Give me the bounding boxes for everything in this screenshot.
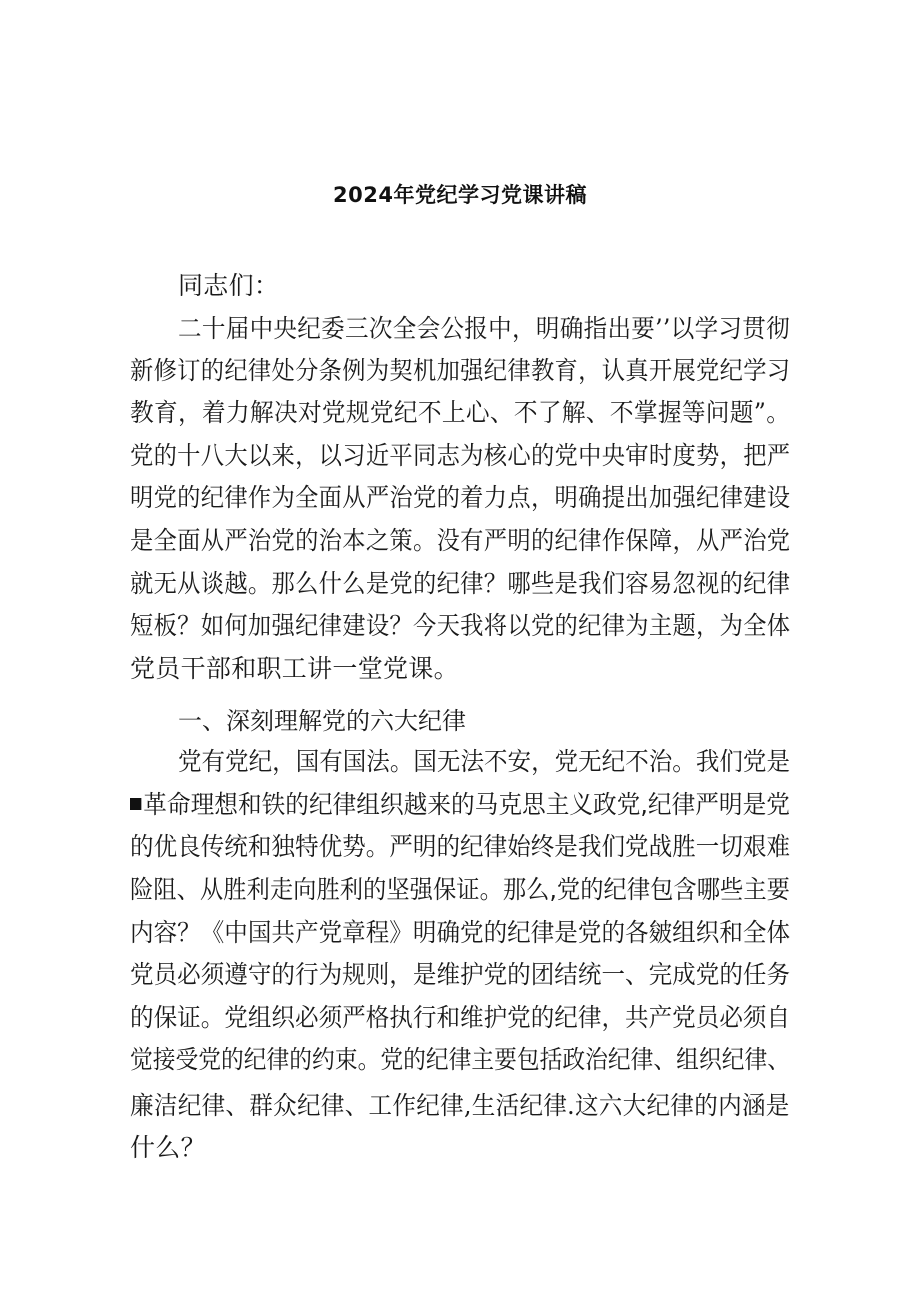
paragraph-line: 的保证。党组织必须严格执行和维护党的纪律，共产党员必须自	[130, 1003, 791, 1032]
paragraph-line: 廉洁纪律、群众纪律、工作纪律,生活纪律.这六大纪律的内涵是	[130, 1091, 790, 1120]
paragraph-line: 觉接受党的纪律的约束。党的纪律主要包括政治纪律、组织纪律、	[130, 1045, 790, 1074]
paragraph-line: 就无从谈越。那么什么是党的纪律？哪些是我们容易忽视的纪律	[130, 569, 791, 598]
section-heading: 一、深刻理解党的六大纪律	[178, 707, 466, 735]
paragraph-line: 党的十八大以来，以习近平同志为核心的党中央审时度势，把严	[130, 441, 791, 470]
paragraph-line: 党员干部和职工讲一堂党课。	[130, 654, 459, 683]
paragraph-line: 教育，着力解决对党规党纪不上心、不了解、不掌握等问题”。	[130, 398, 791, 427]
paragraph-line: 的优良传统和独特优势。严明的纪律始终是我们党战胜一切艰难	[130, 832, 791, 861]
paragraph-line: 党有党纪，国有国法。国无法不安，党无纪不治。我们党是	[178, 747, 790, 776]
bullet-square-icon	[130, 798, 141, 810]
document-title: 2024年党纪学习党课讲稿	[333, 183, 587, 207]
paragraph-line: 短板？如何加强纪律建设？今天我将以党的纪律为主题，为全体	[130, 611, 791, 640]
paragraph-line: 明党的纪律作为全面从严治党的着力点，明确提出加强纪律建设	[130, 483, 791, 512]
paragraph-line: 是全面从严治党的治本之策。没有严明的纪律作保障，从严治党	[130, 526, 791, 555]
paragraph-line: 党员必须遵守的行为规则，是维护党的团结统一、完成党的任务	[130, 960, 791, 989]
salutation: 同志们：	[178, 271, 280, 300]
paragraph-line: 内容？《中国共产党章程》明确党的纪律是党的各皴组织和全体	[130, 918, 791, 947]
paragraph-line: 新修订的纪律处分条例为契机加强纪律教育，认真开展党纪学习	[130, 356, 791, 385]
paragraph-line	[130, 787, 790, 823]
paragraph-line: 什么？	[130, 1133, 206, 1162]
paragraph-line-text: 革命理想和铁的纪律组织越来的马克思主义政党,纪律严明是党	[143, 790, 790, 819]
paragraph-line: 险阻、从胜利走向胜利的坚强保证。那么,党的纪律包含哪些主要	[130, 875, 790, 904]
paragraph-line: 二十届中央纪委三次全会公报中，明确指出要’’以学习贯彻	[178, 314, 791, 343]
